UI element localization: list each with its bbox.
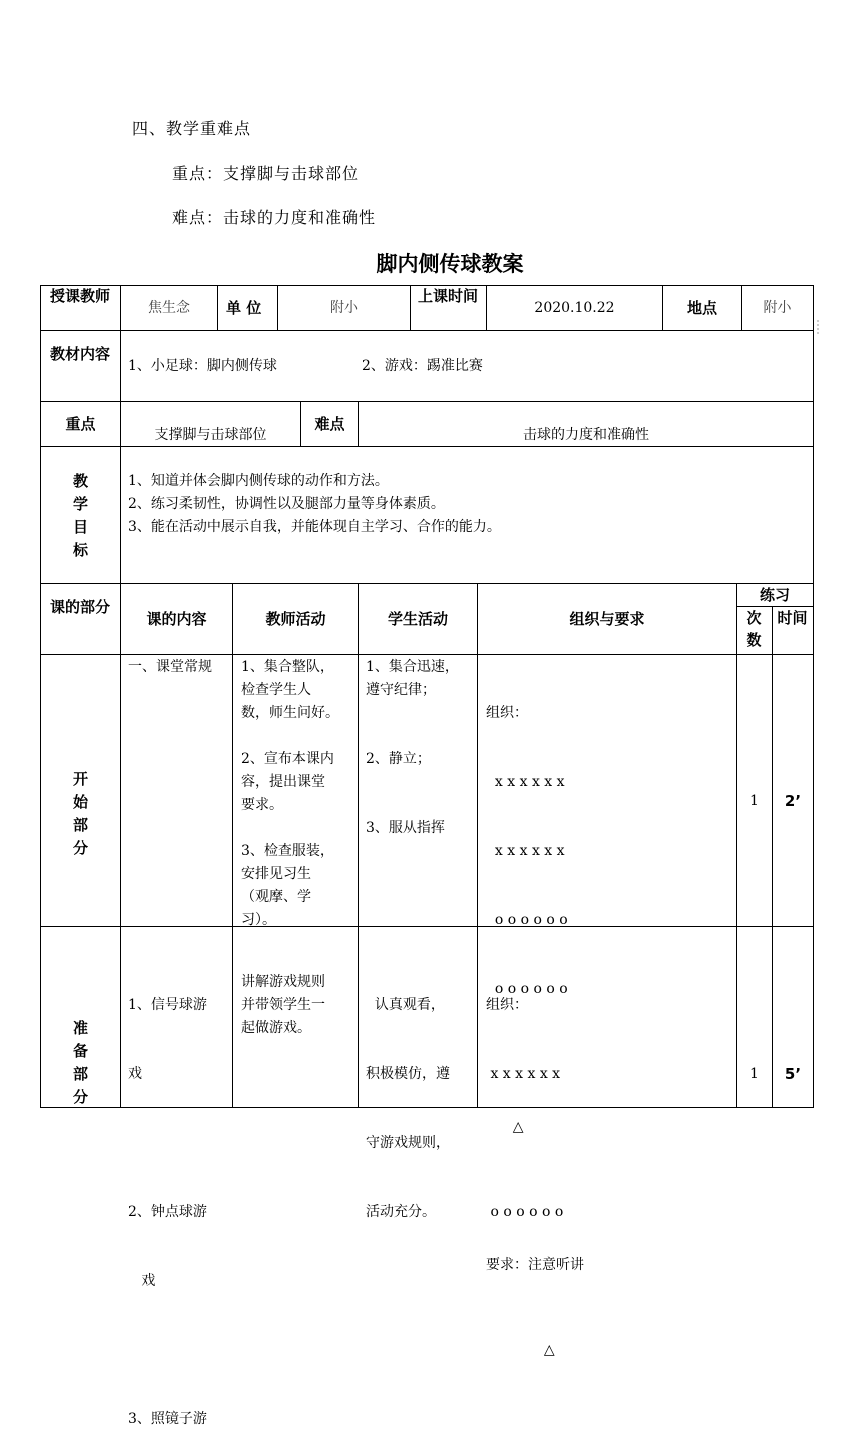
table-rule <box>813 285 814 1108</box>
goal-item: 3、能在活动中展示自我，并能体现自主学习、合作的能力。 <box>128 519 501 535</box>
unit-value: 附小 <box>330 300 358 316</box>
table-rule <box>40 926 813 927</box>
col-part: 课的部分 <box>49 598 110 616</box>
table-rule <box>477 583 478 1108</box>
table-rule <box>217 285 218 331</box>
table-rule <box>40 654 813 655</box>
table-rule <box>40 401 813 402</box>
col-content: 课的内容 <box>146 610 207 628</box>
preparation-content: 1、信号球游 戏 2、钟点球游 戏 3、照镜子游 <box>128 997 207 1427</box>
table-rule <box>232 583 233 1108</box>
opening-times: 1 <box>750 793 759 809</box>
goals-label: 教 学 目 标 <box>72 472 88 559</box>
date-value: 2020.10.22 <box>534 300 615 316</box>
difficult-point-label: 难点 <box>314 415 345 433</box>
difficult-point-value: 击球的力度和准确性 <box>523 427 649 443</box>
part-opening: 开 始 部 分 <box>72 770 88 857</box>
goal-item: 1、知道并体会脚内侧传球的动作和方法。 <box>128 473 389 489</box>
opening-duration: 2’ <box>784 792 802 810</box>
opening-student-activity: 1、集合迅速， 遵守纪律； 2、静立； 3、服从指挥 <box>366 659 459 836</box>
preparation-duration: 5’ <box>784 1065 802 1083</box>
table-rule <box>736 583 737 1108</box>
table-rule <box>120 330 121 584</box>
preparation-organization: 组织： x x x x x x o o o o o o △ <box>486 997 564 1358</box>
opening-content: 一、课堂常规 <box>128 659 212 675</box>
section-heading: 四、教学重难点 <box>132 119 252 138</box>
key-point-label: 重点 <box>65 415 96 433</box>
material-item-1: 1、小足球：脚内侧传球 <box>128 358 277 374</box>
table-rule <box>410 285 411 331</box>
col-duration: 时间 <box>777 609 808 627</box>
col-org: 组织与要求 <box>569 610 645 628</box>
place-label: 地点 <box>686 299 717 317</box>
teacher-name: 焦生念 <box>148 300 190 316</box>
preparation-student-activity: 认真观看， 积极模仿，遵 守游戏规则， 活动充分。 <box>366 997 450 1220</box>
table-rule <box>40 330 813 331</box>
place-value: 附小 <box>763 300 792 316</box>
table-rule <box>358 583 359 1108</box>
col-times: 次数 <box>746 609 762 649</box>
col-student: 学生活动 <box>387 610 448 628</box>
opening-organization: 组织： x x x x x x x x x x x x o o o o o o o o o o o o △ 要求：注意听讲 <box>486 705 584 1273</box>
col-practice: 练习 <box>759 586 790 604</box>
key-point-value: 支撑脚与击球部位 <box>154 427 267 443</box>
table-rule <box>772 606 773 1108</box>
unit-label: 单 位 <box>226 299 262 317</box>
table-rule <box>120 583 121 1108</box>
teacher-label: 授课教师 <box>49 287 110 305</box>
key-point-line: 重点：支撑脚与击球部位 <box>172 164 360 183</box>
preparation-times: 1 <box>750 1066 759 1082</box>
col-teacher: 教师活动 <box>265 610 326 628</box>
preparation-teacher-activity: 讲解游戏规则 并带领学生一 起做游戏。 <box>241 974 325 1036</box>
difficult-point-line: 难点：击球的力度和准确性 <box>172 208 377 227</box>
opening-teacher-activity: 1、集合整队， 检查学生人 数，师生问好。 2、宣布本课内 容，提出课堂 要求。 3、检查服装， 安排见习生 （观摩、学 习）。 <box>241 659 339 928</box>
table-rule <box>40 285 41 1108</box>
goal-item: 2、练习柔韧性，协调性以及腿部力量等身体素质。 <box>128 496 445 512</box>
part-preparation: 准 备 部 分 <box>72 1019 88 1106</box>
document-title: 脚内侧传球教案 <box>376 252 524 276</box>
date-label: 上课时间 <box>417 287 478 305</box>
table-rule <box>40 583 813 584</box>
material-label: 教材内容 <box>49 345 110 363</box>
material-item-2: 2、游戏：踢准比赛 <box>362 358 483 374</box>
